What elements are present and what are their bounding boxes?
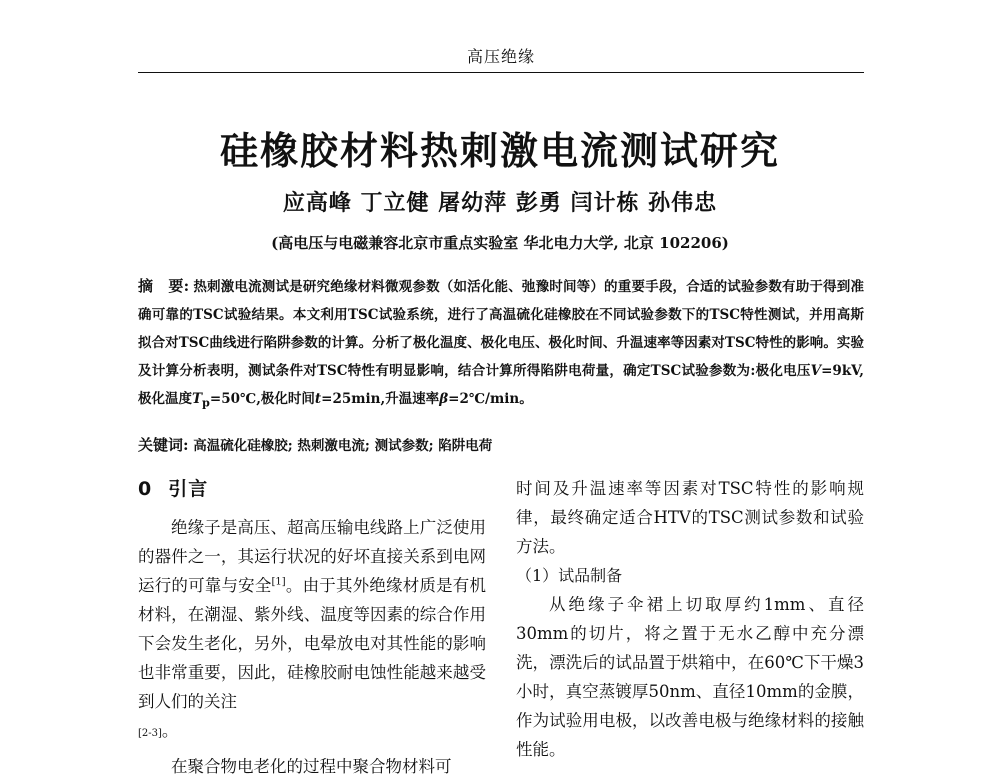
citation-1: [1] [271,576,286,588]
intro-text-2: 。由于其外绝缘材质是有机材料，在潮湿、紫外线、温度等因素的综合作用下会发生老化，另外，电晕放电对其性能的影响也非常重要，因此，硅橡胶耐电蚀性能越来越受到人们的关注 [138,576,486,711]
section-number: 0 [138,478,153,500]
temp-symbol: T [192,391,203,407]
rate-value: =2℃/min。 [448,391,533,407]
keywords-text: 高温硫化硅橡胶; 热刺激电流; 测试参数; 陷阱电荷 [193,438,493,454]
intro-text-1: 绝缘子是高压、超高压输电线路上广泛使用的器件之一，其运行状况的好坏直接关系到电网运行的可靠与安全 [138,518,486,595]
affiliation: (高电压与电磁兼容北京市重点实验室 华北电力大学, 北京 102206) [271,234,729,252]
time-symbol: t [314,391,322,407]
section-title: 引言 [168,478,209,500]
header-rule [138,72,864,73]
subsection-heading: （1）试品制备 [516,566,623,585]
author-list: 应高峰 丁立健 屠幼萍 彭勇 闫计栋 孙伟忠 [282,190,718,216]
abstract-text: 热刺激电流测试是研究绝缘材料微观参数（如活化能、弛豫时间等）的重要手段，合适的试验参数有助于得到准确可靠的TSC试验结果。本文利用TSC试验系统，进行了高温硫化硅橡胶在不同试验参数下的TSC特性测试，并用高斯拟合对TSC曲线进行陷阱参数的计算。分析了极化温度、极化电压、极化时间、升温速率等因素对TSC特性的影响。实验及计算分析表明，测试条件对TSC特性有明显影响，结合计算所得陷阱电荷量，确定TSC试验参数为:极化电压 [138,279,865,379]
abstract-label: 摘 要: [138,277,190,295]
abstract [138,272,864,417]
section-heading [138,474,486,501]
voltage-value: =9kV,极化温度 [138,363,864,407]
continued-paragraph: 时间及升温速率等因素对TSC特性的影响规律，最终确定适合HTV的TSC测试参数和试验方法。 [516,479,864,556]
intro-paragraph-2: 在聚合物电老化的过程中聚合物材料可 [171,757,452,776]
keywords [138,434,864,455]
left-column [138,474,486,781]
voltage-symbol: V [810,363,822,379]
right-column [516,474,864,764]
keywords-label: 关键词: [138,436,189,454]
running-head: 高压绝缘 [466,47,535,66]
intro-paragraph [138,513,486,748]
temp-value: =50℃,极化时间 [209,391,315,407]
rate-symbol: β [439,391,449,407]
intro-end: 。 [161,721,179,740]
sample-prep-paragraph: 从绝缘子伞裙上切取厚约1mm、直径30mm的切片，将之置于无水乙醇中充分漂洗，漂洗后的试品置于烘箱中，在60℃下干燥3小时，真空蒸镀厚50nm、直径10mm的金膜，作为试验用电极，以改善电极与绝缘材料的接触性能。 [516,595,864,759]
time-value: =25min,升温速率 [321,391,440,407]
paper-title: 硅橡胶材料热刺激电流测试研究 [219,128,780,173]
temp-subscript: p [202,395,210,410]
citation-2: [2-3] [138,728,162,739]
